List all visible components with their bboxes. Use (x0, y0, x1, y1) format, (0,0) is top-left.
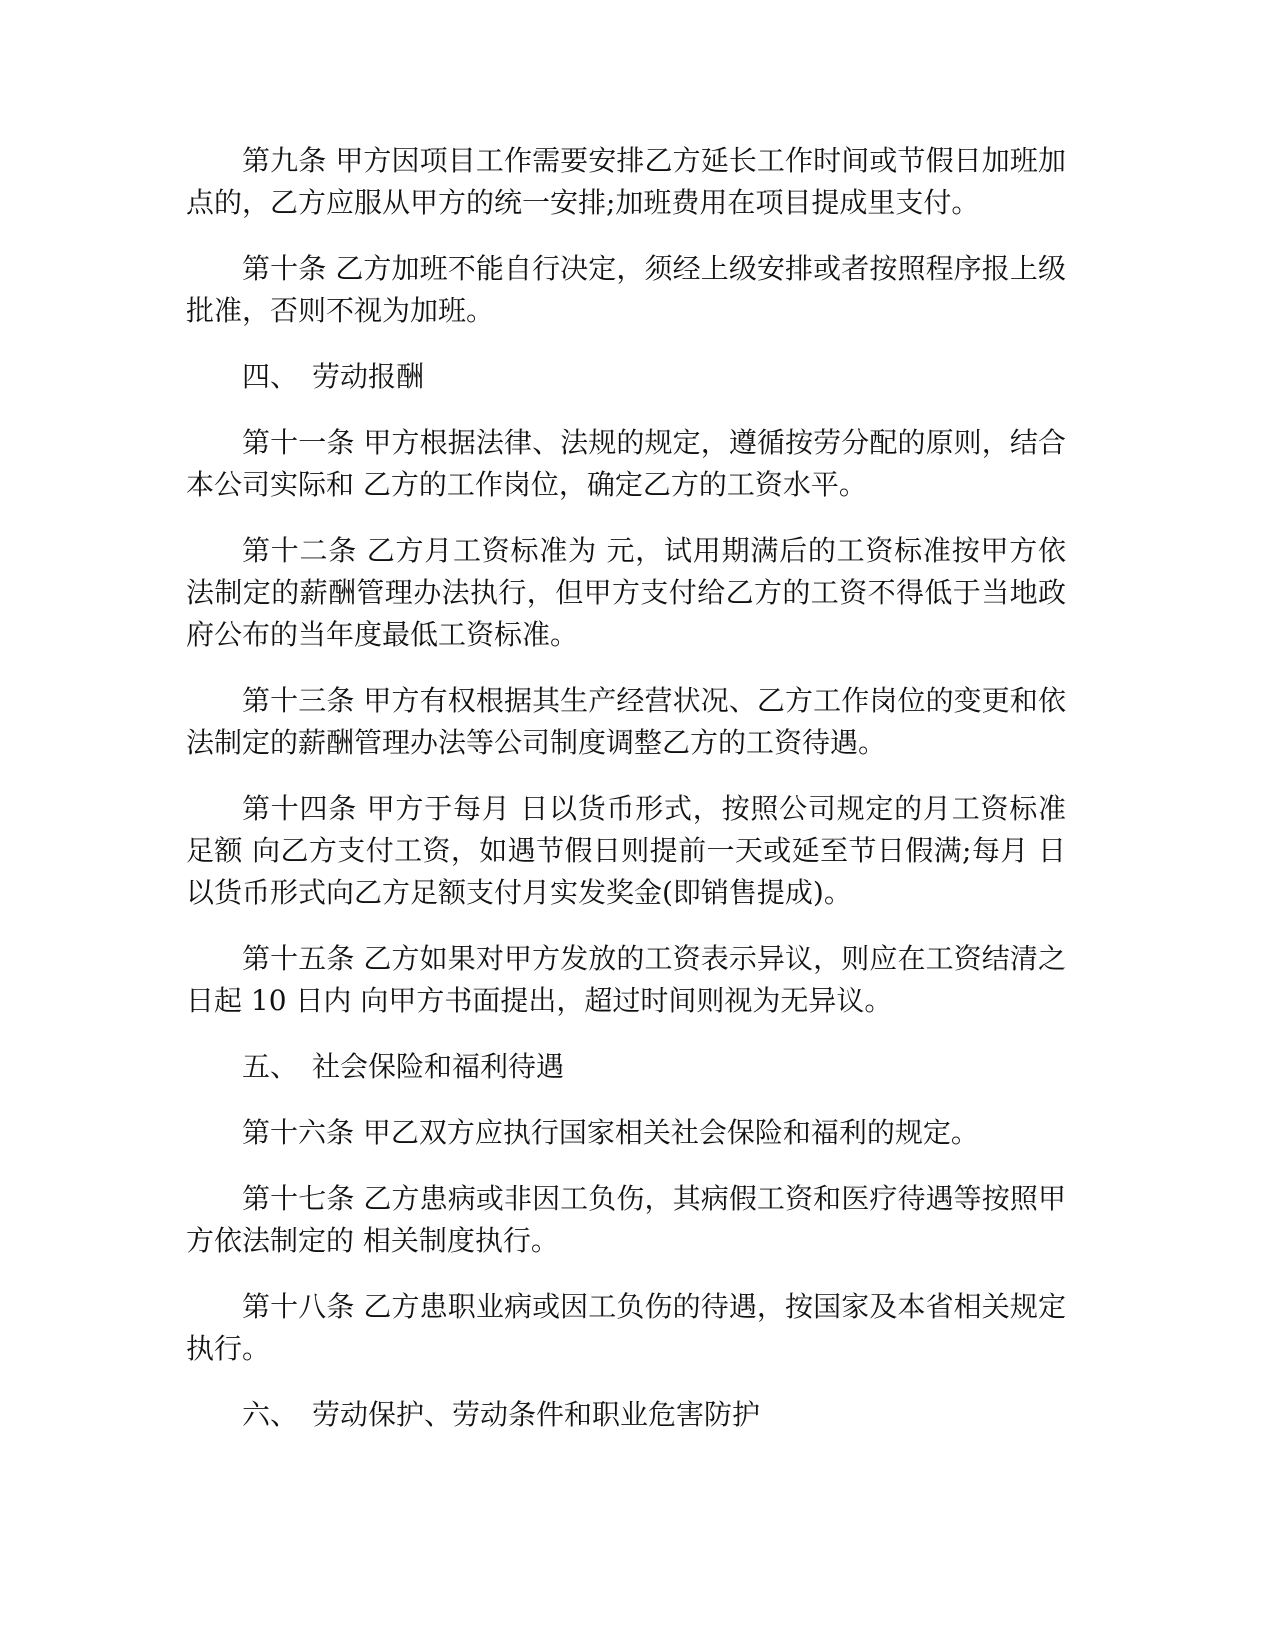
article-15: 第十五条 乙方如果对甲方发放的工资表示异议，则应在工资结清之日起 10 日内 向甲方书面提出，超过时间则视为无异议。 (186, 942, 1066, 1017)
document-body (186, 140, 1066, 1460)
article-17: 第十七条 乙方患病或非因工负伤，其病假工资和医疗待遇等按照甲方依法制定的 相关制度执行。 (186, 1182, 1066, 1257)
article-12: 第十二条 乙方月工资标准为 元，试用期满后的工资标准按甲方依法制定的薪酬管理办法执行，但甲方支付给乙方的工资不得低于当地政府公布的当年度最低工资标准。 (186, 534, 1066, 651)
article-10: 第十条 乙方加班不能自行决定，须经上级安排或者按照程序报上级批准，否则不视为加班。 (186, 252, 1066, 327)
article-14: 第十四条 甲方于每月 日以货币形式，按照公司规定的月工资标准足额 向乙方支付工资，如遇节假日则提前一天或延至节日假满;每月 日以货币形式向乙方足额支付月实发奖金(即销售提成)。 (186, 792, 1066, 909)
article-16: 第十六条 甲乙双方应执行国家相关社会保险和福利的规定。 (242, 1116, 979, 1149)
article-18: 第十八条 乙方患职业病或因工负伤的待遇，按国家及本省相关规定执行。 (186, 1290, 1066, 1365)
article-13: 第十三条 甲方有权根据其生产经营状况、乙方工作岗位的变更和依法制定的薪酬管理办法等公司制度调整乙方的工资待遇。 (186, 684, 1066, 759)
section-heading-5: 五、 社会保险和福利待遇 (242, 1050, 565, 1083)
article-11: 第十一条 甲方根据法律、法规的规定，遵循按劳分配的原则，结合本公司实际和 乙方的工作岗位，确定乙方的工资水平。 (186, 426, 1066, 501)
section-heading-4: 四、 劳动报酬 (242, 360, 425, 393)
section-heading-6: 六、 劳动保护、劳动条件和职业危害防护 (242, 1398, 761, 1431)
article-9: 第九条 甲方因项目工作需要安排乙方延长工作时间或节假日加班加点的，乙方应服从甲方的统一安排;加班费用在项目提成里支付。 (186, 144, 1066, 219)
